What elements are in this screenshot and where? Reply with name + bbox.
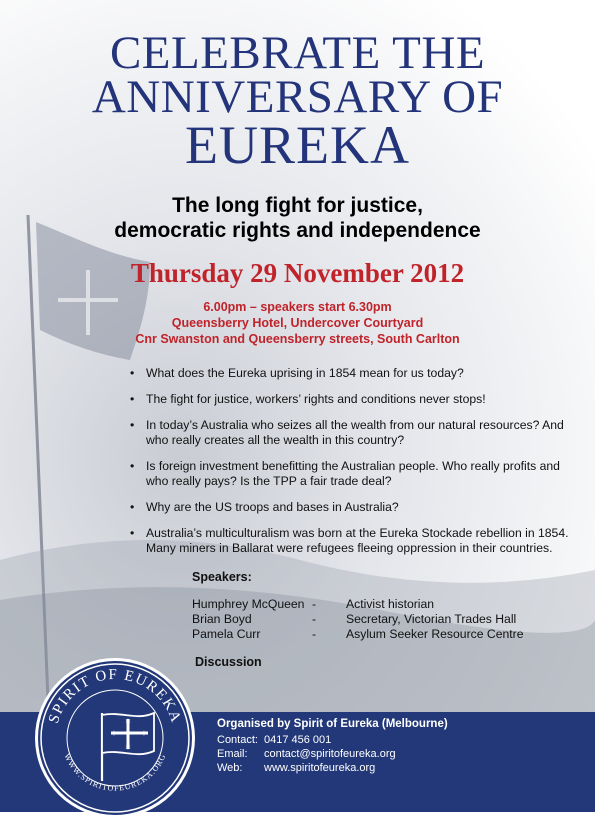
website-link[interactable]: www.spiritofeureka.org xyxy=(264,762,376,774)
bullet-item: • The fight for justice, workers’ rights and conditions never stops! xyxy=(130,392,570,407)
subtitle-line-1: The long fight for justice, xyxy=(172,194,423,217)
bullet-item: • In today’s Australia who seizes all the wealth from our natural resources? And who really creates all the wealth in this country? xyxy=(130,418,570,448)
web-label: Web: xyxy=(217,762,243,774)
speaker-role: Secretary, Victorian Trades Hall xyxy=(346,612,517,626)
bullet-item: • Australia’s multiculturalism was born at the Eureka Stockade rebellion in 1854. Many miners in Ballarat were refugees fleeing oppression in their countries. xyxy=(130,526,570,556)
event-address: Cnr Swanston and Queensberry streets, South Carlton xyxy=(135,332,460,346)
subtitle-line-2: democratic rights and independence xyxy=(114,219,481,242)
contact-label: Contact: xyxy=(217,734,258,746)
bullet-item: • Why are the US troops and bases in Australia? xyxy=(130,500,570,515)
bullet-item: • What does the Eureka uprising in 1854 mean for us today? xyxy=(130,366,570,381)
speaker-name: Humphrey McQueen xyxy=(192,597,305,611)
spirit-of-eureka-logo xyxy=(32,655,198,821)
svg-text:✶: ✶ xyxy=(140,729,148,738)
discussion-points-list xyxy=(130,366,570,567)
discussion-label: Discussion xyxy=(195,655,262,669)
svg-text:✶: ✶ xyxy=(124,743,132,752)
contact-phone: 0417 456 001 xyxy=(264,734,332,746)
speaker-role: Activist historian xyxy=(346,597,435,611)
speakers-heading: Speakers: xyxy=(192,570,252,584)
bullet-item: • Is foreign investment benefitting the Australian people. Who really profits and who really pays? Is the TPP a fair trade deal? xyxy=(130,459,570,489)
headline-line-2: ANNIVERSARY OF xyxy=(91,71,504,123)
svg-text:✶: ✶ xyxy=(110,729,118,738)
speaker-dash: - xyxy=(312,597,317,611)
email-link[interactable]: contact@spiritofeureka.org xyxy=(264,748,396,760)
event-date: Thursday 29 November 2012 xyxy=(130,258,465,288)
logo-top-text: SPIRIT OF EUREKA xyxy=(46,666,184,726)
event-time: 6.00pm – speakers start 6.30pm xyxy=(203,300,392,314)
logo-bottom-text: WWW.SPIRITOFEUREKA.ORG xyxy=(62,752,168,793)
speaker-role: Asylum Seeker Resource Centre xyxy=(346,627,524,641)
svg-text:✶: ✶ xyxy=(126,730,132,738)
headline-line-3: EUREKA xyxy=(185,115,410,175)
svg-text:✶: ✶ xyxy=(124,717,132,726)
email-label: Email: xyxy=(217,748,248,760)
speaker-dash: - xyxy=(312,612,317,626)
headline-line-1: CELEBRATE THE xyxy=(109,27,486,79)
speaker-dash: - xyxy=(312,627,317,641)
event-venue: Queensberry Hotel, Undercover Courtyard xyxy=(171,316,424,330)
speaker-name: Pamela Curr xyxy=(192,627,261,641)
speaker-name: Brian Boyd xyxy=(192,612,252,626)
organiser-text: Organised by Spirit of Eureka (Melbourne) xyxy=(217,718,448,730)
